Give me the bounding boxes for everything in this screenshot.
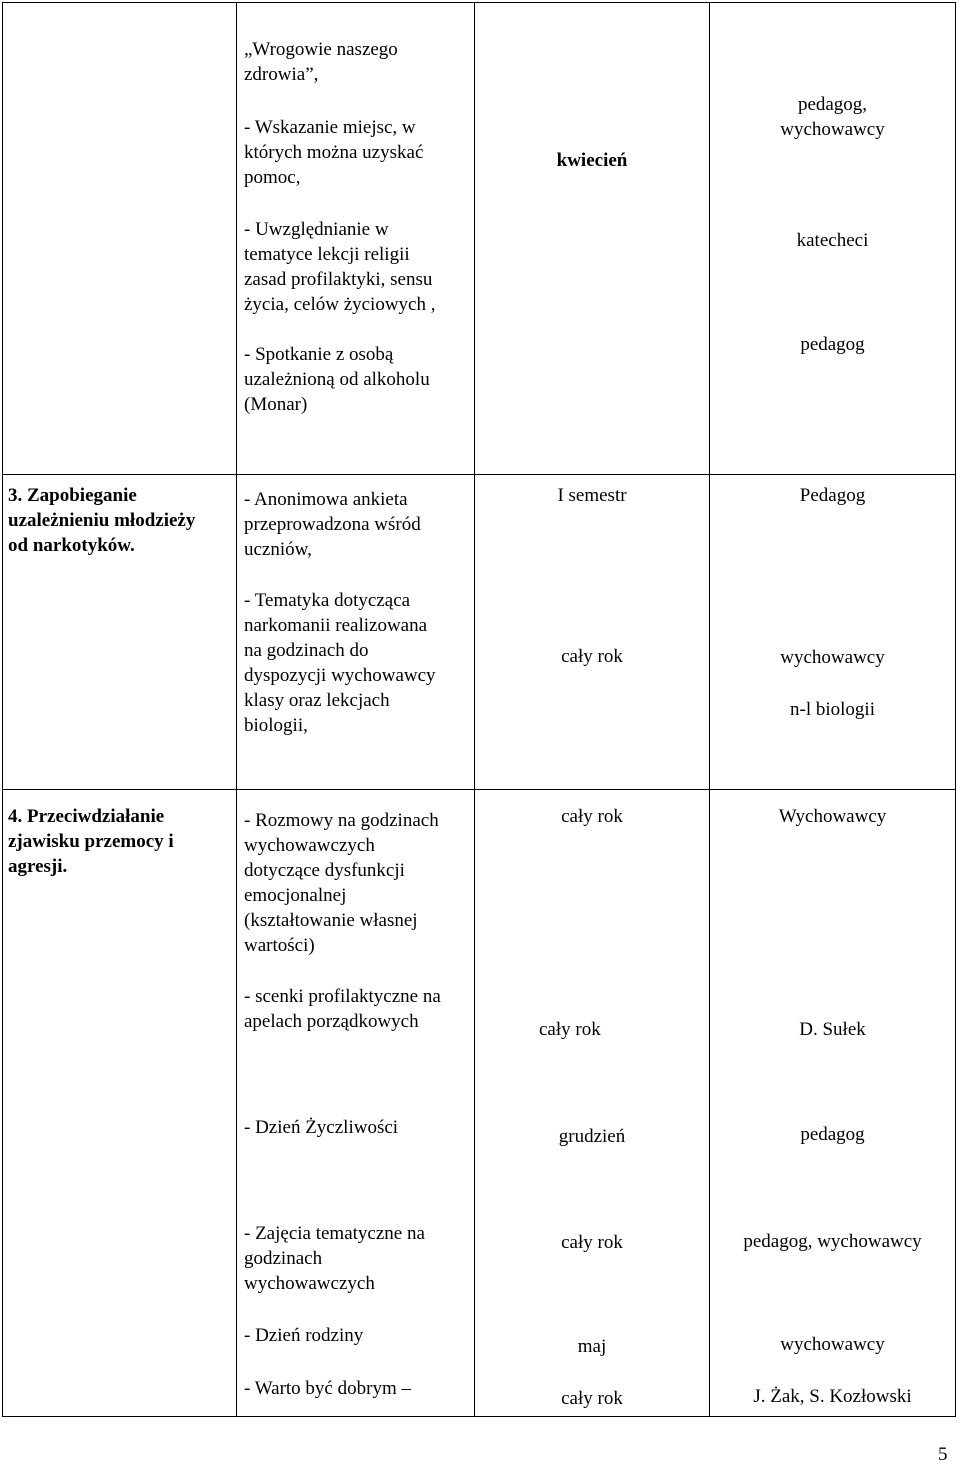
row3-responsible-1: Wychowawcy bbox=[778, 806, 887, 827]
row2-topic: 3. Zapobieganie uzależnieniu młodzieży od narkotyków. bbox=[8, 485, 196, 556]
row3-topic: 4. Przeciwdziałanie zjawisku przemocy i agresji. bbox=[8, 806, 174, 877]
row3-term-5: maj bbox=[577, 1336, 607, 1357]
row3-activity-6: - Warto być dobrym – bbox=[244, 1378, 411, 1399]
row3-responsible-5: wychowawcy bbox=[780, 1334, 885, 1355]
row1-activity-2: - Wskazanie miejsc, w których można uzyskać pomoc, bbox=[244, 117, 424, 188]
row3-responsible-6: J. Żak, S. Kozłowski bbox=[753, 1386, 912, 1407]
row2-responsible-3: n-l biologii bbox=[790, 699, 875, 720]
row3-responsible-4: pedagog, wychowawcy bbox=[743, 1231, 922, 1252]
row2-responsible-2: wychowawcy bbox=[780, 647, 885, 668]
column-divider-2 bbox=[474, 2, 475, 1417]
row-divider-2 bbox=[2, 789, 956, 790]
page-number: 5 bbox=[938, 1444, 948, 1465]
row3-activity-1: - Rozmowy na godzinach wychowawczych dotyczące dysfunkcji emocjonalnej (kształtowanie własnej wartości) bbox=[244, 810, 439, 956]
row3-term-1: cały rok bbox=[561, 806, 623, 827]
table-border-bottom bbox=[2, 1416, 956, 1417]
row1-responsible-1: pedagog, wychowawcy bbox=[780, 94, 885, 140]
row3-activity-3: - Dzień Życzliwości bbox=[244, 1117, 399, 1138]
row2-term-2: cały rok bbox=[561, 646, 623, 667]
row3-term-6: cały rok bbox=[561, 1388, 623, 1409]
row1-activity-1: „Wrogowie naszego zdrowia”, bbox=[244, 39, 398, 85]
column-divider-1 bbox=[236, 2, 237, 1417]
row2-activity-1: - Anonimowa ankieta przeprowadzona wśród uczniów, bbox=[244, 489, 421, 560]
row2-term-1: I semestr bbox=[557, 485, 627, 506]
table-border-top bbox=[2, 2, 956, 3]
row3-activity-4: - Zajęcia tematyczne na godzinach wychowawczych bbox=[244, 1223, 425, 1294]
row-divider-1 bbox=[2, 474, 956, 475]
row2-responsible-1: Pedagog bbox=[799, 485, 866, 506]
row1-activity-4: - Spotkanie z osobą uzależnioną od alkoholu (Monar) bbox=[244, 344, 430, 415]
row3-responsible-2: D. Sułek bbox=[799, 1019, 866, 1040]
row1-responsible-2: katecheci bbox=[796, 230, 869, 251]
row1-term: kwiecień bbox=[556, 150, 628, 171]
row3-activity-5: - Dzień rodziny bbox=[244, 1325, 364, 1346]
row3-term-4: cały rok bbox=[561, 1232, 623, 1253]
row1-responsible-3: pedagog bbox=[800, 334, 865, 355]
row3-term-3: grudzień bbox=[558, 1126, 626, 1147]
table-border-right bbox=[955, 2, 956, 1417]
row1-activity-3: - Uwzględnianie w tematyce lekcji religii zasad profilaktyki, sensu życia, celów życiowych , bbox=[244, 219, 436, 315]
row2-activity-2: - Tematyka dotycząca narkomanii realizowana na godzinach do dyspozycji wychowawcy klasy oraz lekcjach biologii, bbox=[244, 590, 436, 736]
row3-responsible-3: pedagog bbox=[800, 1124, 865, 1145]
row3-term-2: cały rok bbox=[539, 1019, 601, 1040]
table-border-left bbox=[2, 2, 3, 1417]
row3-activity-2: - scenki profilaktyczne na apelach porządkowych bbox=[244, 986, 441, 1032]
